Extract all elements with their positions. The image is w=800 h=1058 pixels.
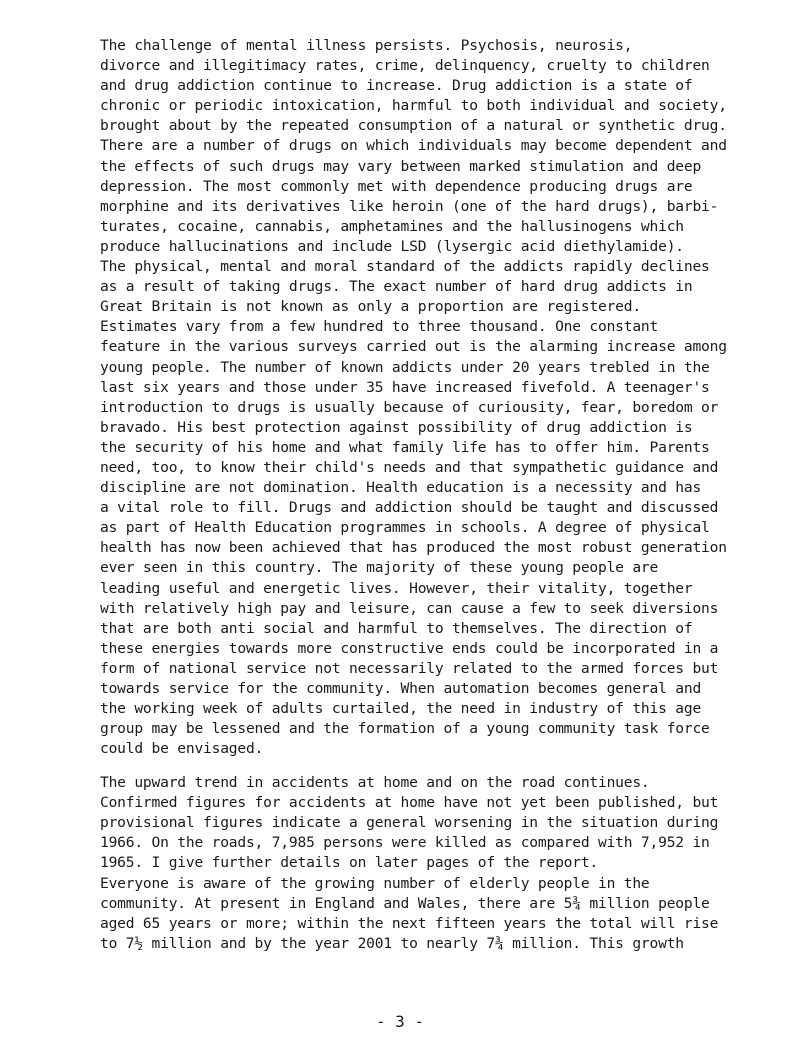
text-line: form of national service not necessarily related to the armed forces but xyxy=(100,659,719,677)
text-line: divorce and illegitimacy rates, crime, delinquency, cruelty to children xyxy=(100,57,710,75)
text-line: Estimates vary from a few hundred to three thousand. One constant xyxy=(100,318,659,336)
page-number: - 3 - xyxy=(375,1012,425,1031)
text-line: community. At present in England and Wales, there are 5¾ million people xyxy=(100,895,710,913)
text-line: There are a number of drugs on which individuals may become dependent and xyxy=(100,137,727,155)
text-line: the working week of adults curtailed, the need in industry of this age xyxy=(100,700,702,718)
text-line: turates, cocaine, cannabis, amphetamines and the hallusinogens which xyxy=(100,217,684,235)
text-line: Everyone is aware of the growing number of elderly people in the xyxy=(100,875,650,892)
text-line: as part of Health Education programmes in schools. A degree of physical xyxy=(100,519,710,537)
text-line: 1966. On the roads, 7,985 persons were killed as compared with 7,952 in xyxy=(100,834,710,852)
text-line: could be envisaged. xyxy=(100,740,264,758)
text-line: discipline are not domination. Health education is a necessity and has xyxy=(100,479,702,497)
text-line: need, too, to know their child's needs and that sympathetic guidance and xyxy=(100,458,719,476)
text-line: 1965. I give further details on later pages of the report. xyxy=(100,854,598,872)
text-line: feature in the various surveys carried out is the alarming increase among xyxy=(100,338,727,356)
text-line: that are both anti social and harmful to themselves. The direction of xyxy=(100,619,693,637)
text-line: as a result of taking drugs. The exact number of hard drug addicts in xyxy=(100,278,693,296)
text-line: The challenge of mental illness persists. Psychosis, neurosis, xyxy=(100,37,633,54)
text-line: with relatively high pay and leisure, can cause a few to seek diversions xyxy=(100,599,719,617)
text-line: Great Britain is not known as only a proportion are registered. xyxy=(100,298,641,316)
text-line: health has now been achieved that has produced the most robust generation xyxy=(100,539,727,557)
text-line: ever seen in this country. The majority of these young people are xyxy=(100,559,659,577)
text-line: brought about by the repeated consumption of a natural or synthetic drug. xyxy=(100,117,727,135)
text-line: these energies towards more constructive ends could be incorporated in a xyxy=(100,639,719,657)
text-line: leading useful and energetic lives. However, their vitality, together xyxy=(100,579,693,597)
text-line: last six years and those under 35 have increased fivefold. A teenager's xyxy=(100,378,710,396)
text-line: Confirmed figures for accidents at home have not yet been published, but xyxy=(100,794,719,812)
text-line: the security of his home and what family life has to offer him. Parents xyxy=(100,438,710,456)
text-line: to 7½ million and by the year 2001 to nearly 7¾ million. This growth xyxy=(100,935,684,953)
text-line: aged 65 years or more; within the next fifteen years the total will rise xyxy=(100,915,719,933)
text-line: towards service for the community. When automation becomes general and xyxy=(100,680,702,697)
text-line: the effects of such drugs may vary between marked stimulation and deep xyxy=(100,157,702,175)
text-line: depression. The most commonly met with dependence producing drugs are xyxy=(100,177,693,195)
text-line: young people. The number of known addicts under 20 years trebled in the xyxy=(100,358,710,376)
text-line: a vital role to fill. Drugs and addiction should be taught and discussed xyxy=(100,499,719,517)
text-line: chronic or periodic intoxication, harmful to both individual and society, xyxy=(100,97,727,115)
text-line: morphine and its derivatives like heroin (one of the hard drugs), barbi- xyxy=(100,197,719,215)
text-line: The upward trend in accidents at home and on the road continues. xyxy=(100,774,650,791)
text-line: introduction to drugs is usually because of curiousity, fear, boredom or xyxy=(100,398,719,416)
paragraph-mental-illness xyxy=(100,36,768,759)
text-line: bravado. His best protection against possibility of drug addiction is xyxy=(100,418,693,436)
text-line: The physical, mental and moral standard of the addicts rapidly declines xyxy=(100,258,710,276)
text-line: and drug addiction continue to increase. Drug addiction is a state of xyxy=(100,77,693,95)
text-line: produce hallucinations and include LSD (lysergic acid diethylamide). xyxy=(100,237,684,255)
paragraph-elderly xyxy=(100,874,768,954)
paragraph-accidents xyxy=(100,773,768,873)
text-line: provisional figures indicate a general worsening in the situation during xyxy=(100,814,719,832)
text-line: group may be lessened and the formation of a young community task force xyxy=(100,720,710,738)
